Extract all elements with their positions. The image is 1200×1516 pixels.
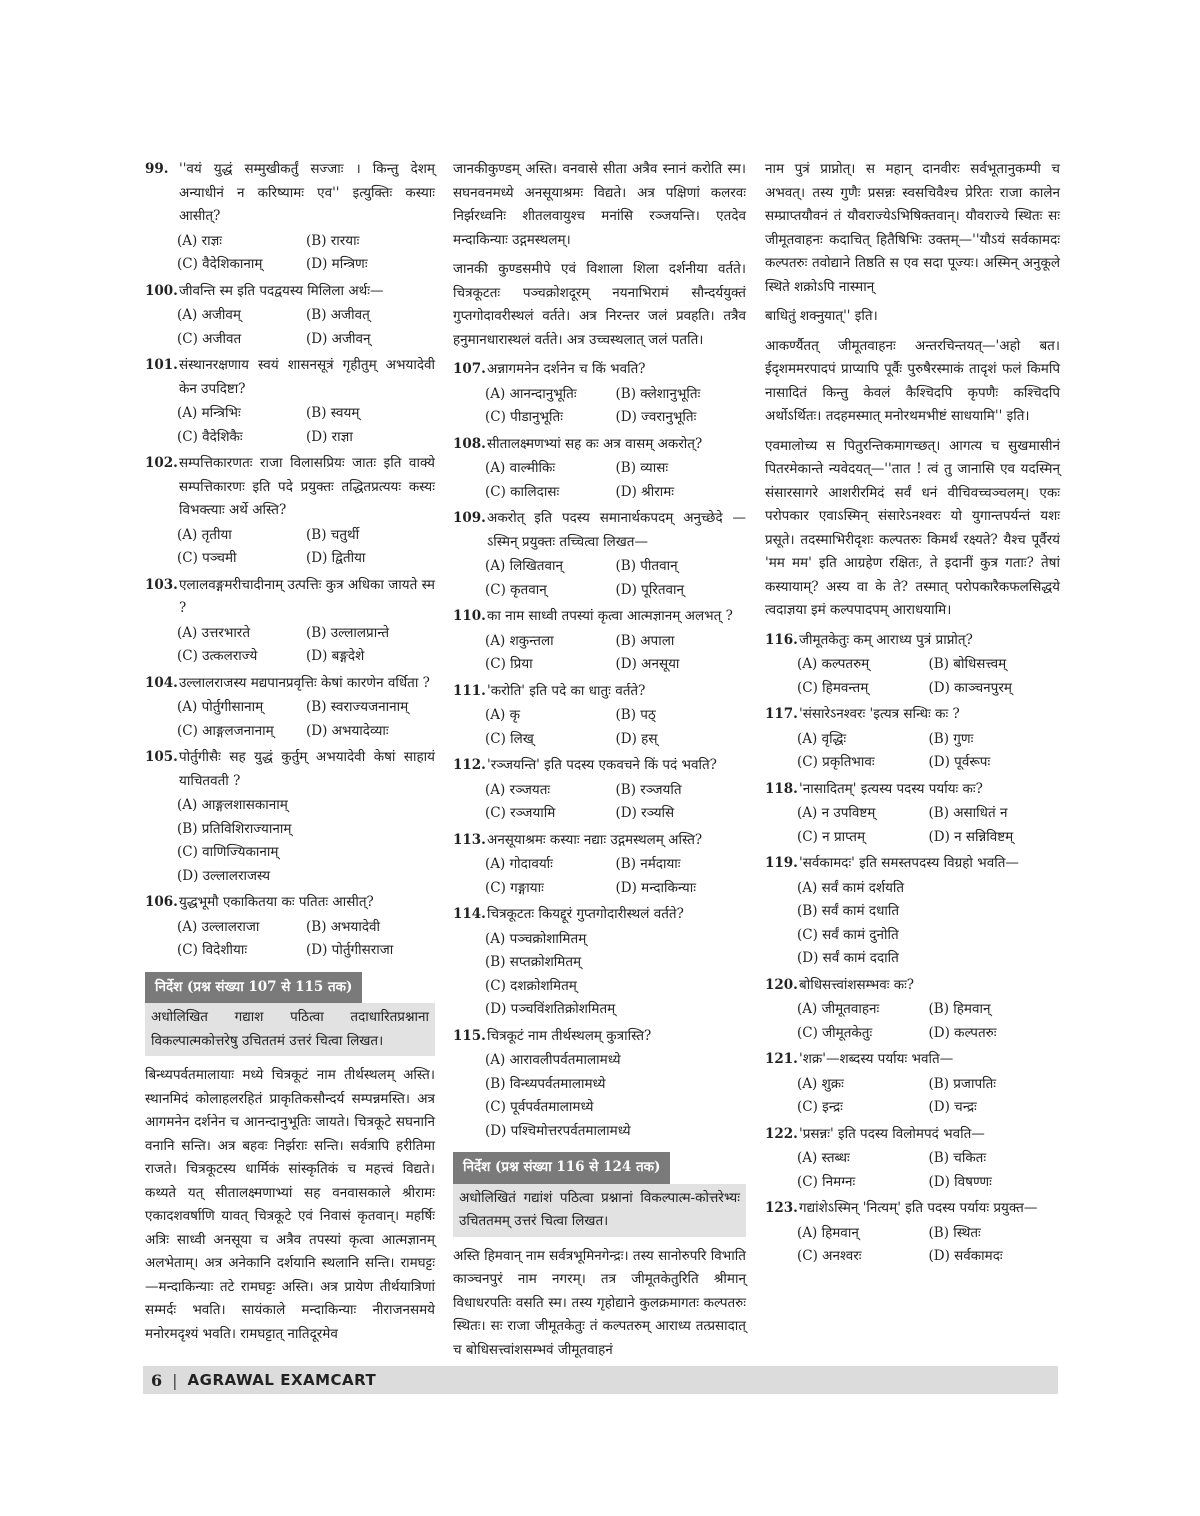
option-c: (C) अनश्वरः bbox=[797, 1248, 862, 1264]
option-c: (C) अजीवत bbox=[177, 330, 242, 347]
option-a: (A) जीमूतवाहनः bbox=[797, 1001, 880, 1017]
option-c: (C) उत्कलराज्ये bbox=[177, 648, 258, 664]
question-122 bbox=[765, 1123, 1060, 1195]
option-d: (D) विषण्णः bbox=[928, 1173, 992, 1190]
question-100 bbox=[145, 280, 435, 352]
direction-text: अधोलिखित गद्याश पठित्वा तदाधारितप्रश्नाना विकल्पात्मकोत्तरेषु उचिततमं उत्तरं चित्वा लिखत। bbox=[145, 1003, 435, 1056]
passage-text: जानकीकुण्डम् अस्ति। वनवासे सीता अत्रैव स्नानं करोति स्म। सघनवनमध्ये अनसूयाश्रमः विद्यते। अत्र पक्षिणां कलरवः निर्झरध्वनिः शीतलवायुश्च मनांसि रञ्जयन्ति। एतदेव मन्दाकिन्याः उद्गमस्थलम्। bbox=[453, 161, 746, 248]
question-104 bbox=[145, 672, 435, 744]
option-d: (D) अभयादेव्याः bbox=[306, 722, 389, 739]
option-b: (B) गुणः bbox=[928, 730, 974, 747]
option-b: (B) स्थितः bbox=[928, 1224, 981, 1241]
passage-text: बिन्ध्यपर्वतमालायाः मध्ये चित्रकूटं नाम तीर्थस्थलम् अस्ति। स्थानमिदं कोलाहलरहितं प्राकृतिकसौन्दर्य सम्पन्नमस्ति। अत्र आगमनेन दर्शनेन च आनन्दानुभूतिः जायते। चित्रकूटे सघनानि वनानि सन्ति। अत्र बहवः निर्झराः सन्ति। सर्वत्रापि हरीतिमा राजते। चित्रकूटस्य धार्मिकं सांस्कृतिकं च महत्त्वं विद्यते। कथ्यते यत् सीतालक्ष्मणाभ्यां सह वनवासकाले श्रीरामः एकादशवर्षाणि यावत् चित्रकूटे एवं निवासं कृतवान्। महर्षिः अत्रिः साध्वी अनसूया च अत्रैव तपस्यां कृत्वा आत्मज्ञानम् अलभेताम्। अत्र अनेकानि दर्शयानि स्थलानि सन्ति। रामघट्टः—मन्दाकिन्याः तटे रामघट्टः अस्ति। अत्र प्रायेण तीर्थयात्रिणां सम्मर्दः भवति। सायंकाले मन्दाकिन्याः नीराजनसमये मनोरमदृश्यं भवति। रामघट्टात् नातिदूरमेव bbox=[145, 1067, 435, 1342]
option-c: (C) कृतवान् bbox=[485, 581, 547, 598]
option-a: (A) शकुन्तला bbox=[485, 632, 554, 649]
question-text: अकरोत् इति पदस्य समानार्थकपदम् अनुच्छेदे —ऽस्मिन् प्रयुक्तः तच्चित्वा लिखत— bbox=[487, 510, 746, 550]
option-c: (C) पूर्वपर्वतमालामध्ये bbox=[485, 1099, 594, 1115]
question-text: अन्नागमनेन दर्शनेन च किं भवति? bbox=[487, 361, 646, 377]
option-a: (A) शुक्रः bbox=[797, 1075, 844, 1092]
question-text: 'नासादितम्' इत्यस्य पदस्य पर्यायः कः? bbox=[799, 780, 983, 797]
option-c: (C) निमग्नः bbox=[797, 1173, 856, 1190]
option-b: (B) नर्मदायाः bbox=[615, 856, 681, 872]
option-b: (B) हिमवान् bbox=[928, 1001, 991, 1017]
option-a: (A) सर्वं कामं दर्शयति bbox=[797, 879, 905, 896]
option-a: (A) रञ्जयतः bbox=[485, 781, 551, 798]
direction-heading: निर्देश (प्रश्न संख्या 116 से 124 तक) bbox=[453, 1152, 670, 1184]
question-text: बोधिसत्त्वांशसम्भवः कः? bbox=[799, 976, 915, 993]
passage-text: आकर्ण्यैतत् जीमूतवाहनः अन्तरचिन्तयत्—'अहो बत। ईदृशममरपादपं प्राप्यापि पूर्वैः पुरुषैरस्माकं तादृशं फलं किमपि नासादितं किन्तु केवलं कैश्चिदपि कृपणैः कश्चिदपि अर्थोऽर्थितः। तदहमस्मात् मनोरथमभीष्टं साधयामि'' इति। bbox=[765, 337, 1060, 424]
option-c: (C) कालिदासः bbox=[485, 483, 560, 500]
option-b: (B) चकितः bbox=[928, 1150, 987, 1166]
option-b: (B) प्रजापतिः bbox=[928, 1075, 997, 1092]
option-c: (C) वैदेशिकानाम् bbox=[177, 256, 263, 272]
option-d: (D) पोर्तुगीसराजा bbox=[306, 942, 394, 958]
question-number: 118. bbox=[765, 780, 798, 797]
question-number: 119. bbox=[765, 855, 798, 871]
question-text: 'संसारेऽनश्वरः 'इत्यत्र सन्धिः कः ? bbox=[799, 706, 960, 722]
option-c: (C) सर्वं कामं दुनोति bbox=[797, 926, 899, 943]
option-d: (D) श्रीरामः bbox=[615, 483, 675, 500]
option-b: (B) पीतवान् bbox=[615, 558, 678, 574]
question-121 bbox=[765, 1048, 1060, 1120]
option-a: (A) कृ bbox=[485, 707, 520, 723]
question-112 bbox=[453, 754, 746, 826]
question-108 bbox=[453, 433, 746, 505]
column-left bbox=[145, 158, 435, 1352]
question-number: 108. bbox=[453, 435, 486, 452]
option-d: (D) सर्वकामदः bbox=[928, 1248, 1003, 1264]
option-c: (C) हिमवन्तम् bbox=[797, 679, 869, 696]
question-text: चित्रकूटतः कियद्दूरं गुप्तगोदारीस्थलं वर्तते? bbox=[487, 906, 684, 922]
question-text: पोर्तुगीसैः सह युद्धं कुर्तुम् अभयादेवी केषां साहायं याचितवती ? bbox=[179, 749, 435, 789]
option-d: (D) चन्द्रः bbox=[928, 1099, 977, 1115]
option-a: (A) आरावलीपर्वतमालामध्ये bbox=[485, 1052, 621, 1068]
passage-text: जानकी कुण्डसमीपे एवं विशाला शिला दर्शनीया वर्तते। चित्रकूटतः पञ्चक्रोशदूरम् नयनाभिरामं सौन्दर्ययुक्तं गुप्तगोदावरीस्थलं वर्तते। अत्र निरन्तर जलं प्रवहति। तत्रैव हनुमानधारास्थलं वर्तते। अत्र उच्चस्थलात् जलं पतति। bbox=[453, 261, 746, 348]
page-number: 6 bbox=[151, 1370, 163, 1390]
option-b: (B) विन्ध्यपर्वतमालामध्ये bbox=[485, 1075, 606, 1092]
option-b: (B) अपाला bbox=[615, 632, 675, 649]
question-text: सीतालक्ष्मणभ्यां सह कः अत्र वासम् अकरोत्? bbox=[487, 435, 703, 452]
question-114 bbox=[453, 903, 746, 1022]
option-c: (C) जीमूतकेतुः bbox=[797, 1024, 873, 1041]
question-number: 103. bbox=[145, 576, 178, 593]
option-a: (A) गोदावर्याः bbox=[485, 856, 553, 872]
direction-text: अधोलिखितं गद्यांशं पठित्वा प्रश्नानां विकल्पात्म-कोत्तरेभ्यः उचिततमम् उत्तरं चित्वा लिखत। bbox=[453, 1184, 746, 1237]
option-a: (A) राज्ञः bbox=[177, 232, 222, 249]
option-d: (D) काञ्चनपुरम् bbox=[928, 679, 1012, 696]
question-text: 'सर्वकामदः' इति समस्तपदस्य विग्रहो भवति— bbox=[799, 855, 1019, 871]
question-number: 111. bbox=[453, 682, 486, 699]
option-d: (D) अजीवन् bbox=[306, 330, 371, 347]
question-text: 'रञ्जयन्ति' इति पदस्य एकवचने किं पदं भवति? bbox=[487, 757, 717, 773]
question-102 bbox=[145, 452, 435, 571]
question-106 bbox=[145, 891, 435, 963]
option-a: (A) स्तब्धः bbox=[797, 1150, 850, 1166]
question-111 bbox=[453, 680, 746, 752]
option-b: (B) अभयादेवी bbox=[306, 918, 381, 935]
passage-text: अस्ति हिमवान् नाम सर्वत्रभूमिनगेन्द्रः। तस्य सानोरुपरि विभाति काञ्चनपुरं नाम नगरम्। तत्र जीमूतकेतुरिति श्रीमान् विधाधरपतिः वसति स्म। तस्य गृहोद्याने कुलक्रमागतः कल्पतरुः स्थितः। सः राजा जीमूतकेतुः तं कल्पतरुम् आराध्य तत्प्रसादात् च बोधिसत्त्वांशसम्भवं जीमूतवाहनं bbox=[453, 1247, 746, 1358]
option-b: (B) असाधितं न bbox=[928, 805, 1008, 821]
option-d: (D) उल्लालराजस्य bbox=[177, 867, 271, 884]
question-text: अनसूयाश्रमः कस्याः नद्याः उद्गमस्थलम् अस्ति? bbox=[487, 831, 703, 848]
passage-text: एवमालोच्य स पितुरन्तिकमागच्छत्। आगत्य च सुखमासीनं पितरमेकान्ते न्यवेदयत्—''तात ! त्वं तु जानासि एव यदस्मिन् संसारसागरे आशरीरमिदं सर्वं धनं वीचिवच्चञ्चलम्। एकः परोपकार एवाऽस्मिन् संसारेऽनश्वरः यो युगान्तपर्यन्तं यशः प्रसूते। तदस्माभिरीदृशः कल्पतरुः किमर्थं रक्ष्यते? यैश्च पूर्वैरयं 'मम मम' इति आग्रहेण रक्षितः, ते इदानीं कुत्र गताः? तेषां कस्यायाम्? अस्य वा के ते? तस्मात् परोपकारैकफलसिद्धये त्वदाज्ञया इमं कल्पपादपम् आराधयामि। bbox=[765, 437, 1060, 618]
option-a: (A) तृतीया bbox=[177, 526, 232, 543]
question-number: 107. bbox=[453, 361, 486, 377]
option-a: (A) वाल्मीकिः bbox=[485, 460, 556, 476]
question-text: चित्रकूटं नाम तीर्थस्थलम् कुत्रास्ति? bbox=[487, 1027, 652, 1044]
brand-logo-text: AGRAWAL EXAMCART bbox=[187, 1371, 377, 1389]
option-a: (A) आनन्दानुभूतिः bbox=[485, 385, 577, 402]
option-c: (C) वाणिज्यिकानाम् bbox=[177, 844, 279, 860]
option-c: (C) विदेशीयाः bbox=[177, 942, 248, 958]
option-d: (D) बङ्गदेशे bbox=[306, 648, 365, 664]
question-105 bbox=[145, 746, 435, 888]
question-text: जीमूतकेतुः कम् आराध्य पुत्रं प्राप्नोत्? bbox=[799, 631, 973, 648]
question-number: 112. bbox=[453, 757, 486, 773]
option-a: (A) हिमवान् bbox=[797, 1224, 859, 1241]
question-text: 'प्रसन्नः' इति पदस्य विलोमपदं भवति— bbox=[799, 1125, 985, 1142]
option-a: (A) अजीवम् bbox=[177, 307, 241, 323]
question-number: 106. bbox=[145, 894, 178, 910]
question-text: 'करोति' इति पदे का धातुः वर्तते? bbox=[487, 682, 646, 699]
question-number: 110. bbox=[453, 608, 486, 624]
question-number: 99. bbox=[145, 161, 169, 177]
option-a: (A) न उपविष्टम् bbox=[797, 805, 876, 821]
question-text: संस्थानरक्षणाय स्वयं शासनसूत्रं गृहीतुम् अभयादेवी केन उपदिष्टा? bbox=[179, 357, 435, 397]
question-text: 'शक्र'—शब्दस्य पर्यायः भवति— bbox=[799, 1051, 954, 1067]
question-number: 101. bbox=[145, 357, 178, 373]
passage-text: नाम पुत्रं प्राप्नोत्। स महान् दानवीरः सर्वभूतानुकम्पी च अभवत्। तस्य गुणैः प्रसन्नः स्वसचिवैश्च प्रेरितः राजा कालेन सम्प्राप्तयौवनं तं यौवराज्येऽभिषिक्तवान्। यौवराज्ये स्थितः सः जीमूतवाहनः कदाचित् हितैषिभिः उक्तम्—''यौऽयं सर्वकामदः कल्पतरुः तवोद्याने तिष्ठति स एव सदा पूज्यः। अस्मिन् अनुकूले स्थिते शक्रोऽपि नास्मान् bbox=[765, 161, 1060, 295]
option-a: (A) आङ्गलशासकानाम् bbox=[177, 797, 288, 813]
question-107 bbox=[453, 358, 746, 430]
option-b: (B) चतुर्थी bbox=[306, 526, 360, 543]
column-middle bbox=[453, 158, 746, 1368]
option-b: (B) अजीवत् bbox=[306, 307, 370, 323]
option-d: (D) पञ्चविंशतिक्रोशमितम् bbox=[485, 1001, 616, 1017]
question-99 bbox=[145, 158, 435, 277]
option-b: (B) स्वराज्यजनानाम् bbox=[306, 699, 409, 715]
question-115 bbox=[453, 1025, 746, 1144]
option-a: (A) वृद्धिः bbox=[797, 730, 847, 747]
question-number: 114. bbox=[453, 906, 486, 922]
option-d: (D) पूर्वरूपः bbox=[928, 754, 991, 770]
column-right bbox=[765, 158, 1060, 1272]
option-b: (B) रञ्जयति bbox=[615, 781, 682, 798]
question-118 bbox=[765, 778, 1060, 850]
direction-heading: निर्देश (प्रश्न संख्या 107 से 115 तक) bbox=[145, 972, 362, 1004]
option-d: (D) न सन्निविष्टम् bbox=[928, 828, 1014, 845]
question-123 bbox=[765, 1197, 1060, 1269]
option-b: (B) उल्लालप्रान्ते bbox=[306, 624, 390, 641]
option-a: (A) पोर्तुगीसानाम् bbox=[177, 699, 264, 715]
option-c: (C) इन्द्रः bbox=[797, 1099, 843, 1115]
question-number: 113. bbox=[453, 831, 486, 848]
question-116 bbox=[765, 629, 1060, 701]
option-b: (B) व्यासः bbox=[615, 460, 669, 476]
option-d: (D) राज्ञा bbox=[306, 428, 353, 445]
question-number: 100. bbox=[145, 282, 178, 299]
question-number: 123. bbox=[765, 1200, 798, 1216]
option-c: (C) आङ्गलजनानाम् bbox=[177, 722, 274, 739]
option-b: (B) रारयाः bbox=[306, 232, 360, 249]
option-d: (D) मन्त्रिणः bbox=[306, 256, 368, 272]
option-b: (B) बोधिसत्त्वम् bbox=[928, 656, 1007, 672]
option-c: (C) गङ्गायाः bbox=[485, 879, 544, 896]
footer-separator: | bbox=[172, 1370, 178, 1390]
question-number: 115. bbox=[453, 1027, 486, 1044]
option-b: (B) प्रतिविशिराज्यानाम् bbox=[177, 820, 292, 837]
question-number: 121. bbox=[765, 1051, 798, 1067]
option-d: (D) अनसूया bbox=[615, 656, 680, 672]
question-103 bbox=[145, 574, 435, 669]
question-109 bbox=[453, 507, 746, 602]
option-d: (D) हस् bbox=[615, 730, 658, 747]
option-c: (C) न प्राप्तम् bbox=[797, 828, 866, 845]
option-c: (C) प्रिया bbox=[485, 656, 533, 672]
page-footer bbox=[143, 1366, 1058, 1394]
question-number: 109. bbox=[453, 510, 486, 526]
option-c: (C) वैदेशिकैः bbox=[177, 428, 243, 445]
question-number: 104. bbox=[145, 674, 178, 691]
option-a: (A) मन्त्रिभिः bbox=[177, 405, 241, 421]
option-d: (D) मन्दाकिन्याः bbox=[615, 879, 696, 896]
question-text: ''वयं युद्धं सम्मुखीकर्तुं सज्जाः । किन्तु देशम् अन्याधीनं न करिष्यामः एव'' इत्युक्तिः कस्याः आसीत्? bbox=[179, 161, 435, 224]
question-number: 116. bbox=[765, 631, 798, 648]
option-d: (D) ज्वरानुभूतिः bbox=[615, 409, 697, 425]
question-number: 117. bbox=[765, 706, 798, 722]
question-text: सम्पत्तिकारणतः राजा विलासप्रियः जातः इति वाक्ये सम्पत्तिकारणः इति पदे प्रयुक्तः तद्धितप्रत्ययः कस्यः विभक्त्याः अर्थे अस्ति? bbox=[179, 455, 435, 518]
option-b: (B) सर्वं कामं दधाति bbox=[797, 903, 900, 919]
question-117 bbox=[765, 703, 1060, 775]
option-c: (C) लिख् bbox=[485, 730, 534, 747]
option-d: (D) पूरितवान् bbox=[615, 581, 685, 598]
option-a: (A) लिखितवान् bbox=[485, 558, 563, 574]
option-a: (A) कल्पतरुम् bbox=[797, 656, 870, 672]
question-text: का नाम साध्वी तपस्यां कृत्वा आत्मज्ञानम् अलभत् ? bbox=[487, 608, 733, 624]
option-d: (D) रञ्यसि bbox=[615, 805, 675, 821]
option-d: (D) पश्चिमोत्तरपर्वतमालामध्ये bbox=[485, 1122, 631, 1139]
question-text: युद्धभूमौ एकाकितया कः पतितः आसीत्? bbox=[179, 894, 374, 910]
question-text: जीवन्ति स्म इति पदद्वयस्य मिलिला अर्थः— bbox=[179, 282, 384, 299]
question-120 bbox=[765, 974, 1060, 1046]
option-b: (B) पठ् bbox=[615, 707, 656, 723]
question-number: 122. bbox=[765, 1125, 798, 1142]
option-c: (C) पञ्चमी bbox=[177, 550, 237, 566]
question-110 bbox=[453, 605, 746, 677]
passage-text: बाधितुं शक्नुयात्'' इति। bbox=[765, 308, 878, 324]
question-number: 120. bbox=[765, 976, 798, 993]
question-101 bbox=[145, 354, 435, 449]
option-a: (A) पञ्चक्रोशामितम् bbox=[485, 930, 587, 947]
question-number: 105. bbox=[145, 749, 178, 765]
question-119 bbox=[765, 852, 1060, 971]
question-text: उल्लालराजस्य मद्यपानप्रवृत्तिः केषां कारणेन वर्धिता ? bbox=[179, 674, 430, 691]
option-b: (B) सप्तक्रोशमितम् bbox=[485, 954, 582, 970]
option-c: (C) प्रकृतिभावः bbox=[797, 754, 875, 770]
option-d: (D) द्वितीया bbox=[306, 550, 366, 566]
option-c: (C) दशक्रोशमितम् bbox=[485, 977, 577, 994]
option-d: (D) कल्पतरुः bbox=[928, 1024, 997, 1041]
question-number: 102. bbox=[145, 455, 178, 471]
option-d: (D) सर्वं कामं ददाति bbox=[797, 950, 899, 966]
question-text: एलालवङ्गमरीचादीनाम् उत्पत्तिः कुत्र अधिका जायते स्म ? bbox=[179, 576, 435, 616]
option-b: (B) स्वयम् bbox=[306, 405, 360, 421]
option-c: (C) रञ्जयामि bbox=[485, 805, 556, 821]
option-b: (B) क्लेशानुभूतिः bbox=[615, 385, 701, 402]
option-a: (A) उत्तरभारते bbox=[177, 624, 251, 641]
option-a: (A) उल्लालराजा bbox=[177, 918, 260, 935]
option-c: (C) पीडानुभूतिः bbox=[485, 409, 563, 425]
question-113 bbox=[453, 829, 746, 901]
question-text: गद्यांशेऽस्मिन् 'नित्यम्' इति पदस्य पर्यायः प्रयुक्त— bbox=[799, 1200, 1038, 1216]
